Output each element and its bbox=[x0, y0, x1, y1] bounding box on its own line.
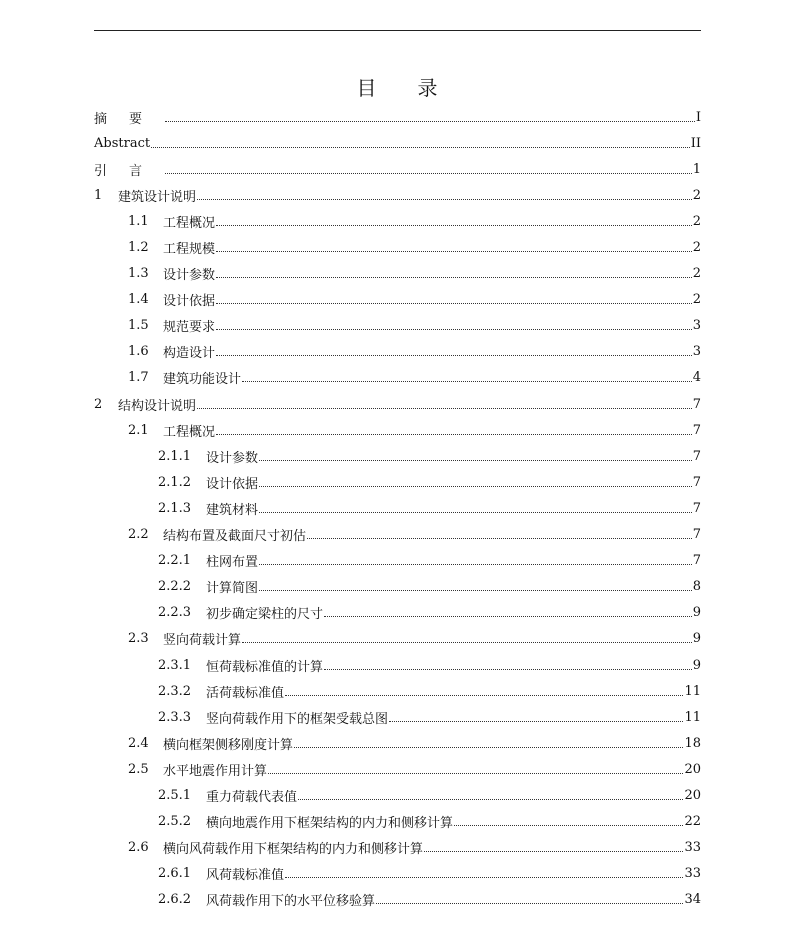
toc-entry[interactable] bbox=[94, 678, 701, 704]
toc-entry-number: 1.4 bbox=[128, 292, 149, 308]
toc-page-number: 3 bbox=[692, 344, 701, 360]
toc-entry-label: 柱网布置 bbox=[206, 555, 259, 571]
toc-page-number: 2 bbox=[692, 213, 701, 229]
toc-entry-number: 2.6.2 bbox=[158, 892, 192, 908]
toc-entry-number: 1.6 bbox=[128, 344, 149, 360]
toc-entry[interactable] bbox=[94, 835, 701, 861]
toc-page-number: 1 bbox=[692, 161, 701, 177]
toc-page-number: 9 bbox=[692, 631, 701, 647]
toc-page-number: 11 bbox=[684, 683, 701, 699]
toc-entry[interactable] bbox=[94, 574, 701, 600]
toc-entry[interactable] bbox=[94, 704, 701, 730]
toc-entry[interactable] bbox=[94, 861, 701, 887]
toc-dot-leader bbox=[259, 512, 692, 513]
toc-dot-leader bbox=[285, 695, 683, 696]
toc-page-number: 18 bbox=[684, 735, 701, 751]
toc-dot-leader bbox=[216, 434, 692, 435]
toc-entry-label: 计算简图 bbox=[206, 581, 259, 597]
toc-entry-label: 结构设计说明 bbox=[118, 398, 197, 414]
toc-entry-label: 构造设计 bbox=[163, 346, 216, 362]
toc-entry-number: 1.5 bbox=[128, 318, 149, 334]
toc-entry-number: 2.5.1 bbox=[158, 787, 192, 803]
toc-entry[interactable] bbox=[94, 626, 701, 652]
toc-dot-leader bbox=[324, 669, 692, 670]
toc-entry-label: 建筑材料 bbox=[206, 502, 259, 518]
table-of-contents bbox=[94, 104, 701, 913]
toc-entry[interactable] bbox=[94, 756, 701, 782]
toc-dot-leader bbox=[424, 851, 683, 852]
toc-dot-leader bbox=[151, 147, 690, 148]
toc-entry-number: 2.4 bbox=[128, 735, 149, 751]
toc-entry-number: 2.3.3 bbox=[158, 709, 192, 725]
toc-page-number: 2 bbox=[692, 187, 701, 203]
toc-page-number: 2 bbox=[692, 292, 701, 308]
toc-entry-number: 2.2.3 bbox=[158, 605, 192, 621]
toc-entry[interactable] bbox=[94, 443, 701, 469]
toc-entry[interactable] bbox=[94, 495, 701, 521]
toc-page-number: 34 bbox=[684, 892, 701, 908]
toc-entry[interactable] bbox=[94, 365, 701, 391]
toc-dot-leader bbox=[268, 773, 683, 774]
toc-page-number: 7 bbox=[692, 500, 701, 516]
toc-dot-leader bbox=[294, 747, 683, 748]
toc-entry-number: 2.1 bbox=[128, 422, 149, 438]
toc-page-number: 4 bbox=[692, 370, 701, 386]
toc-dot-leader bbox=[389, 721, 683, 722]
toc-entry-label: 重力荷载代表值 bbox=[206, 789, 298, 805]
toc-dot-leader bbox=[454, 825, 683, 826]
toc-entry[interactable] bbox=[94, 730, 701, 756]
toc-entry[interactable] bbox=[94, 782, 701, 808]
toc-entry-number: 2.5.2 bbox=[158, 814, 192, 830]
toc-entry-number: 1.7 bbox=[128, 370, 149, 386]
toc-entry-label: 工程概况 bbox=[163, 215, 216, 231]
toc-page-number: 2 bbox=[692, 266, 701, 282]
toc-entry-number: 2.3.1 bbox=[158, 657, 192, 673]
toc-entry-label: 横向风荷载作用下框架结构的内力和侧移计算 bbox=[163, 842, 424, 858]
toc-dot-leader bbox=[285, 877, 683, 878]
toc-dot-leader bbox=[376, 903, 683, 904]
toc-page-number: 9 bbox=[692, 605, 701, 621]
toc-entry-label: 设计依据 bbox=[206, 476, 259, 492]
toc-dot-leader bbox=[216, 277, 692, 278]
toc-entry-label: 恒荷载标准值的计算 bbox=[206, 659, 324, 675]
toc-entry-number: 1.3 bbox=[128, 266, 149, 282]
toc-entry[interactable] bbox=[94, 234, 701, 260]
toc-entry[interactable] bbox=[94, 600, 701, 626]
toc-entry-number: 2.6 bbox=[128, 840, 149, 856]
toc-dot-leader bbox=[216, 329, 692, 330]
toc-entry-label: 工程概况 bbox=[163, 424, 216, 440]
toc-entry[interactable] bbox=[94, 104, 701, 130]
toc-page-number: 9 bbox=[692, 657, 701, 673]
toc-entry-label: 竖向荷载计算 bbox=[163, 633, 242, 649]
toc-entry[interactable] bbox=[94, 261, 701, 287]
toc-entry-number: 1.1 bbox=[128, 213, 149, 229]
toc-entry[interactable] bbox=[94, 287, 701, 313]
toc-entry[interactable] bbox=[94, 208, 701, 234]
toc-entry-label: 活荷载标准值 bbox=[206, 685, 285, 701]
toc-entry-label: 横向地震作用下框架结构的内力和侧移计算 bbox=[206, 816, 454, 832]
toc-entry[interactable] bbox=[94, 522, 701, 548]
toc-page-number: 20 bbox=[684, 761, 701, 777]
toc-dot-leader bbox=[197, 408, 692, 409]
toc-page-number: 22 bbox=[684, 814, 701, 830]
toc-page-number: 7 bbox=[692, 396, 701, 412]
toc-entry-label: 风荷载作用下的水平位移验算 bbox=[206, 894, 376, 910]
toc-dot-leader bbox=[197, 199, 692, 200]
toc-entry-label: 设计依据 bbox=[163, 294, 216, 310]
toc-dot-leader bbox=[307, 538, 692, 539]
toc-entry[interactable] bbox=[94, 652, 701, 678]
toc-entry[interactable] bbox=[94, 339, 701, 365]
toc-dot-leader bbox=[259, 486, 692, 487]
toc-entry[interactable] bbox=[94, 391, 701, 417]
toc-dot-leader bbox=[216, 303, 692, 304]
toc-entry-label: 引言 bbox=[94, 163, 165, 179]
toc-entry-label: 结构布置及截面尺寸初估 bbox=[163, 529, 307, 545]
toc-title bbox=[94, 72, 701, 101]
toc-entry-label: 摘要 bbox=[94, 111, 165, 127]
toc-page-number: 33 bbox=[684, 840, 701, 856]
toc-entry-number: 2.3.2 bbox=[158, 683, 192, 699]
toc-page-number: 7 bbox=[692, 553, 701, 569]
toc-entry[interactable] bbox=[94, 182, 701, 208]
toc-page-number: 7 bbox=[692, 474, 701, 490]
toc-dot-leader bbox=[259, 564, 692, 565]
toc-page-number: I bbox=[695, 109, 701, 125]
toc-entry[interactable] bbox=[94, 469, 701, 495]
toc-entry[interactable] bbox=[94, 130, 701, 156]
toc-dot-leader bbox=[216, 251, 692, 252]
toc-page-number: II bbox=[690, 135, 701, 151]
toc-entry[interactable] bbox=[94, 417, 701, 443]
toc-entry-label: 水平地震作用计算 bbox=[163, 763, 268, 779]
toc-dot-leader bbox=[216, 225, 692, 226]
toc-entry-label: 设计参数 bbox=[163, 268, 216, 284]
toc-entry-number: 2.1.3 bbox=[158, 500, 192, 516]
toc-dot-leader bbox=[259, 590, 692, 591]
toc-entry-number: 2.5 bbox=[128, 761, 149, 777]
toc-dot-leader bbox=[242, 381, 692, 382]
toc-page-number: 11 bbox=[684, 709, 701, 725]
toc-entry[interactable] bbox=[94, 313, 701, 339]
toc-entry-number: 1 bbox=[94, 187, 103, 203]
toc-entry-number: 1.2 bbox=[128, 240, 149, 256]
toc-entry-label: 风荷载标准值 bbox=[206, 868, 285, 884]
toc-dot-leader bbox=[216, 355, 692, 356]
toc-entry-label: 初步确定梁柱的尺寸 bbox=[206, 607, 324, 623]
toc-page-number: 3 bbox=[692, 318, 701, 334]
toc-entry-label: 工程规模 bbox=[163, 242, 216, 258]
toc-entry-number: 2.2.1 bbox=[158, 553, 192, 569]
toc-entry-number: 2.1.2 bbox=[158, 474, 192, 490]
toc-dot-leader bbox=[165, 121, 695, 122]
toc-page-number: 20 bbox=[684, 787, 701, 803]
toc-entry-number: 2.1.1 bbox=[158, 448, 192, 464]
toc-entry[interactable] bbox=[94, 887, 701, 913]
toc-page-number: 7 bbox=[692, 527, 701, 543]
toc-entry-number: 2 bbox=[94, 396, 103, 412]
toc-page-number: 33 bbox=[684, 866, 701, 882]
toc-title-char-2: 录 bbox=[417, 76, 439, 100]
toc-entry-number: 2.2.2 bbox=[158, 579, 192, 595]
toc-page-number: 7 bbox=[692, 422, 701, 438]
header-rule bbox=[94, 30, 701, 31]
toc-dot-leader bbox=[165, 173, 692, 174]
toc-entry-number: 2.2 bbox=[128, 527, 149, 543]
toc-entry[interactable] bbox=[94, 809, 701, 835]
toc-entry-label: 建筑设计说明 bbox=[118, 189, 197, 205]
toc-entry[interactable] bbox=[94, 548, 701, 574]
toc-entry-label: 竖向荷载作用下的框架受载总图 bbox=[206, 711, 389, 727]
toc-dot-leader bbox=[259, 460, 692, 461]
toc-page-number: 7 bbox=[692, 448, 701, 464]
toc-page-number: 2 bbox=[692, 240, 701, 256]
toc-entry-label: 建筑功能设计 bbox=[163, 372, 242, 388]
toc-entry-label: 设计参数 bbox=[206, 450, 259, 466]
toc-page-number: 8 bbox=[692, 579, 701, 595]
toc-entry[interactable] bbox=[94, 156, 701, 182]
toc-dot-leader bbox=[324, 616, 692, 617]
toc-dot-leader bbox=[298, 799, 683, 800]
toc-entry-number: 2.3 bbox=[128, 631, 149, 647]
toc-title-char-1: 目 bbox=[356, 76, 378, 100]
toc-dot-leader bbox=[242, 642, 692, 643]
toc-entry-number: 2.6.1 bbox=[158, 866, 192, 882]
toc-entry-label: 横向框架侧移刚度计算 bbox=[163, 737, 294, 753]
toc-entry-label: Abstract bbox=[94, 135, 151, 151]
toc-entry-label: 规范要求 bbox=[163, 320, 216, 336]
